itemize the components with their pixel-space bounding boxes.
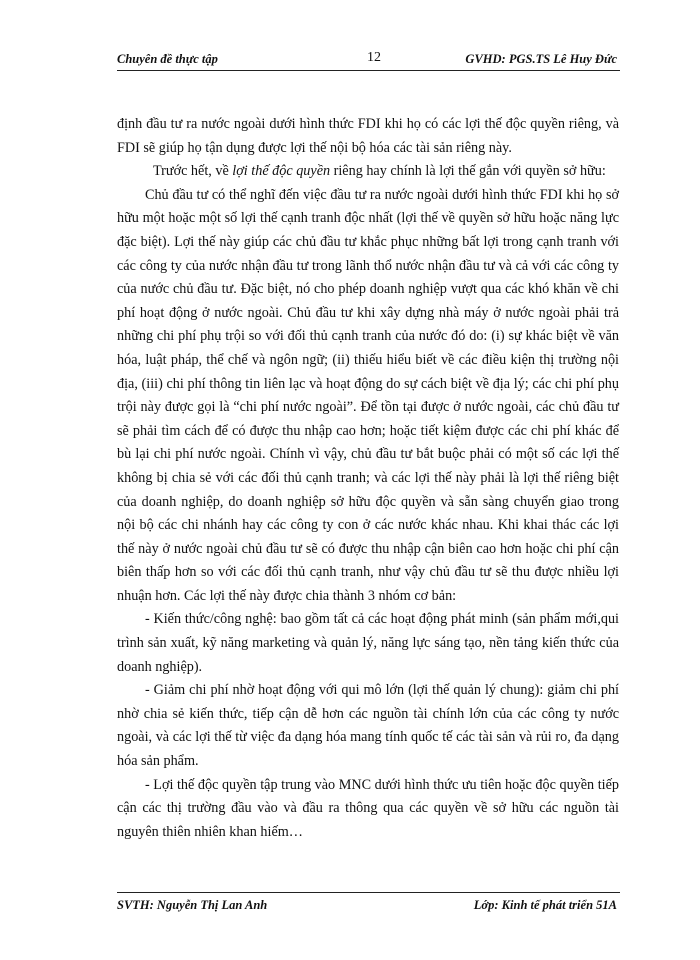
header-report-title: Chuyên đề thực tập <box>117 52 218 66</box>
paragraph-ownership-advantage <box>117 160 619 184</box>
bullet-monopoly-advantage: - Lợi thế độc quyền tập trung vào MNC dưới hình thức ưu tiên hoặc độc quyền tiếp cận các thị trường đầu vào và đầu ra thông qua các quyền về sở hữu các nguồn tài nguyên thiên nhiên khan hiếm… <box>117 776 619 840</box>
footer-rule <box>117 892 620 893</box>
paragraph-main: Chủ đầu tư có thể nghĩ đến việc đầu tư ra nước ngoài dưới hình thức FDI khi họ sở hữu một hoặc một số lợi thế cạnh tranh độc nhất (lợi thế về quyền sở hữu hoặc năng lực đặc biệt). Lợi thế này giúp các chủ đầu tư khắc phục những bất lợi trong cạnh tranh với các công ty của nước nhận đầu tư trong lãnh thổ nước nhận đầu tư và cả với các công ty của nước chủ đầu tư. Đặc biệt, nó cho phép doanh nghiệp vượt qua các khó khăn về chi phí hoạt động ở nước ngoài. Chủ đầu tư khi xây dựng nhà máy ở nước ngoài phải trả những chi phí phụ trội so với đối thủ cạnh tranh của nước đó do: (i) sự khác biệt về văn hóa, luật pháp, thể chế và ngôn ngữ; (ii) thiếu hiểu biết về các điều kiện thị trường nội địa, (iii) chi phí thông tin liên lạc và hoạt động do sự cách biệt về địa lý; các chi phí phụ trội này được gọi là “chi phí nước ngoài”. Để tồn tại được ở nước ngoài, các chủ đầu tư sẽ phải tìm cách để có được thu nhập cao hơn; hoặc tiết kiệm được các chi phí khác để bù lại chi phí nước ngoài. Chính vì vậy, chủ đầu tư bắt buộc phải có một số các lợi thế không bị chia sẻ với các đối thủ cạnh tranh; và các lợi thế này phải là lợi thế riêng biệt của doanh nghiệp, do doanh nghiệp sở hữu độc quyền và sẵn sàng chuyển giao trong nội bộ các chi nhánh hay các công ty con ở các nước khác nhau. Khi khai thác các lợi thế này ở nước ngoài chủ đầu tư sẽ có được thu nhập cận biên cao hơn hoặc chi phí cận biên thấp hơn so với các đối thủ cạnh tranh, như vậy chủ đầu tư sẽ thu được nhiều lợi nhuận hơn. Các lợi thế này được chia thành 3 nhóm cơ bản: <box>117 186 619 604</box>
header-supervisor: GVHD: PGS.TS Lê Huy Đức <box>465 52 617 66</box>
bullet-economies-of-scale: - Giảm chi phí nhờ hoạt động với qui mô lớn (lợi thế quản lý chung): giảm chi phí nhờ chia sẻ kiến thức, tiếp cận dễ hơn các nguồn tài chính lớn của các công ty nước ngoài, và các lợi thế từ việc đa dạng hóa mang tính quốc tế các tài sản và rủi ro, đa dạng hóa sản phẩm. <box>117 682 619 770</box>
emphasis-term: lợi thế độc quyền <box>232 163 331 180</box>
paragraph-text: Trước hết, về <box>153 163 233 180</box>
page-header <box>117 50 617 70</box>
page-number: 12 <box>367 50 381 65</box>
footer-class: Lớp: Kinh tế phát triển 51A <box>473 898 617 912</box>
page-footer <box>117 898 617 918</box>
page-body <box>117 113 619 844</box>
paragraph-fdi-intro: định đầu tư ra nước ngoài dưới hình thức FDI khi họ có các lợi thế độc quyền riêng, và FDI sẽ giúp họ tận dụng được lợi thế nội bộ hóa các tài sản riêng này. <box>117 116 619 156</box>
bullet-knowledge-technology: - Kiến thức/công nghệ: bao gồm tất cả các hoạt động phát minh (sản phẩm mới,qui trình sản xuất, kỹ năng marketing và quản lý, năng lực sáng tạo, nền tảng kiến thức của doanh nghiệp). <box>117 611 619 675</box>
header-rule <box>117 70 620 71</box>
footer-student: SVTH: Nguyễn Thị Lan Anh <box>117 898 268 912</box>
paragraph-text: riêng hay chính là lợi thế gắn với quyền sở hữu: <box>330 163 606 180</box>
